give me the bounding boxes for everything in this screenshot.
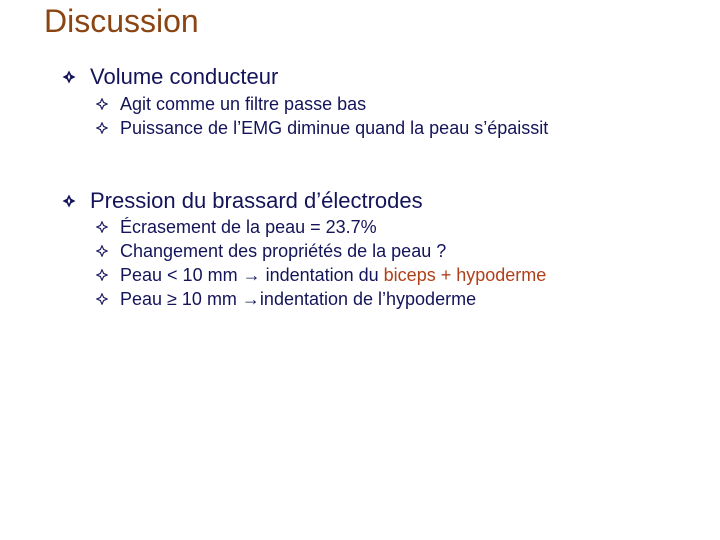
section-heading: Volume conducteur bbox=[90, 64, 279, 89]
bullet-volume-conducteur bbox=[62, 63, 278, 91]
hollow-diamond-star-bullet-icon bbox=[96, 245, 108, 257]
sub-bullet-text-prefix: Peau < 10 mm → indentation du bbox=[120, 264, 384, 285]
diamond-star-bullet-icon bbox=[62, 194, 76, 208]
sub-bullet-text: Écrasement de la peau = 23.7% bbox=[120, 216, 377, 237]
sub-bullet-item bbox=[96, 93, 366, 115]
sub-bullet-text: Puissance de l’EMG diminue quand la peau s’épaissit bbox=[120, 117, 549, 138]
sub-bullet-item bbox=[96, 240, 446, 262]
sub-bullet-item bbox=[96, 264, 546, 286]
hollow-diamond-star-bullet-icon bbox=[96, 98, 108, 110]
highlighted-text: biceps + hypoderme bbox=[383, 264, 547, 285]
sub-bullet-text: Agit comme un filtre passe bas bbox=[120, 93, 367, 114]
sub-bullet-item bbox=[96, 216, 377, 238]
sub-bullet-text bbox=[120, 265, 546, 286]
sub-bullet-item bbox=[96, 117, 548, 139]
bullet-pression-brassard bbox=[62, 187, 423, 215]
diamond-star-bullet-icon bbox=[62, 70, 76, 84]
sub-bullet-item bbox=[96, 288, 476, 310]
slide-title: Discussion bbox=[44, 3, 199, 39]
hollow-diamond-star-bullet-icon bbox=[96, 293, 108, 305]
hollow-diamond-star-bullet-icon bbox=[96, 221, 108, 233]
hollow-diamond-star-bullet-icon bbox=[96, 269, 108, 281]
sub-bullet-text: Peau ≥ 10 mm →indentation de l’hypoderme bbox=[120, 288, 477, 309]
section-heading: Pression du brassard d’électrodes bbox=[90, 188, 423, 213]
hollow-diamond-star-bullet-icon bbox=[96, 122, 108, 134]
sub-bullet-text: Changement des propriétés de la peau ? bbox=[120, 240, 447, 261]
